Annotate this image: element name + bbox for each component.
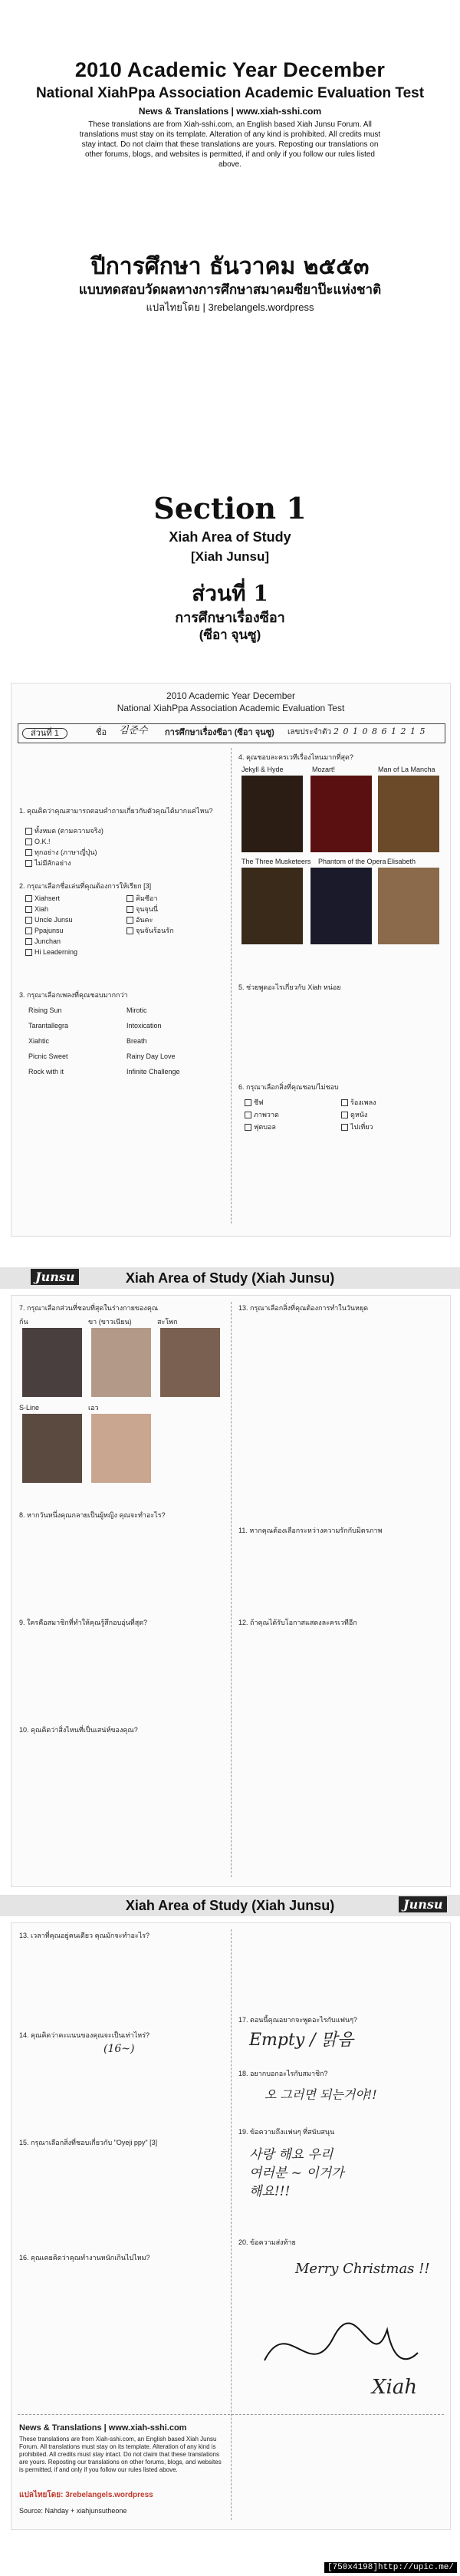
q9-text: 9. ใครคือสมาชิกที่ทำให้คุณรู้สึกอบอุ่นที่สุด? [19, 1619, 148, 1626]
q3-right-option: Breath [127, 1037, 147, 1045]
q2-option: Ppajunsu [25, 926, 64, 935]
q2-option: Hi Leaderning [25, 947, 77, 957]
thai-title: ปีการศึกษา ธันวาคม ๒๕๕๓ [90, 253, 370, 280]
poster-image [242, 776, 303, 852]
q3-left-option: Tarantallegra [28, 1022, 69, 1029]
section-banner [0, 1895, 460, 1916]
q7-option: เอว [88, 1404, 99, 1412]
q4-option: Elisabeth [387, 858, 416, 865]
footer-notice: These translations are from Xiah-sshi.com, an English based Xiah Junsu Forum. All translations must stay on its template. Alteration of any kind is prohibited. All credits must stay intact. Do not claim that these translations are yours. Reposting our translations on other forums, blogs, and websites is permitted, if and only if you follow our rules listed above. [19, 2436, 222, 2473]
q3-right-option: Rainy Day Love [127, 1052, 176, 1060]
section-thai-area: การศึกษาเรื่องซีอา [175, 610, 285, 625]
banner-title: Xiah Area of Study (Xiah Junsu) [125, 1270, 335, 1286]
body-photo [160, 1328, 220, 1397]
q3-right-option: Infinite Challenge [127, 1068, 180, 1076]
part-label: ส่วนที่ 1 [22, 728, 67, 739]
q12-text: 12. ถ้าคุณได้รับโอกาสแสดงละครเวทีอีก [238, 1619, 357, 1626]
q18-text: 18. อยากบอกอะไรกับสมาชิก? [238, 2070, 328, 2077]
q4-option: Jekyll & Hyde [242, 766, 284, 773]
section-thai-title: ส่วนที่ 1 [192, 581, 268, 606]
section-area: Xiah Area of Study [169, 529, 291, 545]
q2-option: Uncle Junsu [25, 915, 73, 924]
q15-text: 15. กรุณาเลือกสิ่งที่ชอบเกี่ยวกับ "Oyeji ppy" [3] [19, 2139, 158, 2146]
column-divider [231, 1302, 232, 1877]
q1-text: 1. คุณคิดว่าคุณสามารถตอบคำถามเกี่ยวกับตัวคุณได้มากแค่ไหน? [19, 807, 213, 815]
thai-credit: แปลไทยโดย | 3rebelangels.wordpress [146, 301, 314, 313]
footer-source: Source: Nahday + xiahjunsutheone [19, 2507, 127, 2515]
q19-answer: 사랑 해요 우리 여러분 ~ 이거가 해요!!! [249, 2147, 344, 2199]
footer-credit: News & Translations | www.xiah-sshi.com [19, 2423, 187, 2433]
q10-long-text: 13. กรุณาเลือกสิ่งที่คุณต้องการทำในวันหยุด [238, 1304, 369, 1312]
sheet1-header-line1: 2010 Academic Year December [166, 690, 296, 701]
id-value: 2 0 1 0 8 6 1 2 1 5 [334, 726, 426, 736]
q5-text: 5. ช่วยพูดอะไรเกี่ยวกับ Xiah หน่อย [238, 983, 341, 991]
poster-image [310, 868, 372, 944]
poster-image [242, 868, 303, 944]
footer-thai-credit: แปลไทยโดย: 3rebelangels.wordpress [19, 2491, 153, 2499]
q3-text: 3. กรุณาเลือกเพลงที่คุณชอบมากกว่า [19, 991, 128, 999]
q6-option: ฟุตบอล [245, 1122, 276, 1132]
q3-right-option: Mirotic [127, 1006, 147, 1014]
q6-option: ดูหนัง [341, 1110, 367, 1119]
q2-option: คิมซีอา [127, 894, 158, 903]
name-value: 김준수 [119, 725, 148, 736]
q4-option: Man of La Mancha [378, 766, 435, 773]
junsu-tag: Junsu [31, 1269, 79, 1285]
poster-image [378, 868, 439, 944]
banner-title: Xiah Area of Study (Xiah Junsu) [125, 1898, 335, 1913]
q6-text: 6. กรุณาเลือกสิ่งที่คุณชอบ/ไม่ชอบ [238, 1083, 339, 1091]
section-name: [Xiah Junsu] [190, 549, 269, 564]
page-title: 2010 Academic Year December [74, 58, 386, 81]
q3-left-option: Rock with it [28, 1068, 64, 1076]
q2-text: 2. กรุณาเลือกชื่อเล่นที่คุณต้องการให้เรียก [3] [19, 882, 152, 890]
sheet1-header-line2: National XiahPpa Association Academic Evaluation Test [117, 703, 345, 713]
q11-text: 11. หากคุณต้องเลือกระหว่างความรักกับมิตรภาพ [238, 1527, 383, 1534]
section-thai-name: (ซีอา จุนซู) [199, 628, 261, 642]
column-divider [231, 1929, 232, 2520]
q4-option: The Three Musketeers [242, 858, 311, 865]
page-subtitle: National XiahPpa Association Academic Evaluation Test [35, 85, 425, 101]
answer-sheet-3 [11, 1922, 451, 2530]
q3-left-option: Rising Sun [28, 1006, 62, 1014]
q7-text: 7. กรุณาเลือกส่วนที่ชอบที่สุดในร่างกายของคุณ [19, 1304, 159, 1312]
q20-answer: Merry Christmas !! [295, 2261, 430, 2277]
junsu-tag: Junsu [399, 1896, 447, 1912]
q7-option: ก้น [19, 1318, 28, 1326]
section-title: Section 1 [153, 491, 307, 525]
answer-sheet-2 [11, 1295, 451, 1887]
q7-option: ขา (ขาวเนียน) [88, 1318, 132, 1326]
q6-option: ชีฟ [245, 1098, 263, 1107]
q14-text: 14. คุณคิดว่าคะแนนของคุณจะเป็นเท่าไหร่? [19, 2031, 150, 2039]
q14-answer: (16~) [104, 2043, 135, 2055]
poster-image [310, 776, 372, 852]
id-label: เลขประจำตัว [288, 728, 332, 736]
subject-label: การศึกษาเรื่องซีอา (ซีอา จุนซู) [165, 728, 274, 737]
watermark: [750x4198]http://upic.me/ [324, 2562, 457, 2573]
q1-option: O.K.! [25, 837, 51, 846]
thai-subtitle: แบบทดสอบวัดผลทางการศึกษาสมาคมซียาป๊ะแห่งชาติ [78, 282, 382, 297]
q1-option: ทุกอย่าง (ภาษาญี่ปุ่น) [25, 848, 97, 857]
q6-option: ร้องเพลง [341, 1098, 376, 1107]
notice-text: These translations are from Xiah-sshi.com, an English based Xiah Junsu Forum. All translations must stay on its template. Alteration of any kind is prohibited. All credits must stay intact. Do not claim that these translations are yours. Reposting our translations on other forums, blogs, and websites is permitted, if and only if you follow our rules listed above. [79, 120, 381, 169]
q13-text: 13. เวลาที่คุณอยู่คนเดียว คุณมักจะทำอะไร? [19, 1932, 150, 1939]
q7-option: สะโพก [157, 1318, 178, 1326]
q3-right-option: Intoxication [127, 1022, 162, 1029]
q2-option: Junchan [25, 937, 61, 946]
q3-left-option: Picnic Sweet [28, 1052, 68, 1060]
q1-option: ทั้งหมด (ตามความจริง) [25, 826, 104, 835]
poster-image [378, 776, 439, 852]
q17-answer: Empty / 맑음 [249, 2031, 354, 2050]
q4-text: 4. คุณชอบละครเวทีเรื่องไหนมากที่สุด? [238, 753, 353, 761]
q19-text: 19. ข้อความถึงแฟนๆ ที่สนับสนุน [238, 2128, 335, 2136]
q6-option: ไปเที่ยว [341, 1122, 373, 1132]
q2-option: จุนจันร้อนรัก [127, 926, 174, 935]
body-photo [22, 1328, 82, 1397]
body-photo [91, 1328, 151, 1397]
body-photo [91, 1414, 151, 1483]
q2-option: อันคะ [127, 915, 153, 924]
q4-option: Phantom of the Opera [318, 858, 386, 865]
body-photo [22, 1414, 82, 1483]
footer-divider [18, 2414, 444, 2415]
credit-line: News & Translations | www.xiah-sshi.com [138, 106, 322, 117]
q2-option: จุนจุนนี่ [127, 904, 158, 914]
q16-text: 16. คุณเคยคิดว่าคุณทำงานหนักเกินไปไหม? [19, 2254, 150, 2261]
q2-option: Xiahsert [25, 894, 60, 903]
signature-text: Xiah [372, 2376, 418, 2399]
answer-sheet-1 [11, 683, 451, 1237]
q10-text: 10. คุณคิดว่าสิ่งไหนที่เป็นเสน่ห์ของคุณ? [19, 1726, 138, 1734]
column-divider [231, 748, 232, 1224]
q20-text: 20. ข้อความส่งท้าย [238, 2238, 296, 2246]
q2-option: Xiah [25, 904, 48, 914]
q8-text: 8. หากวันหนึ่งคุณกลายเป็นผู้หญิง คุณจะทำอะไร? [19, 1511, 166, 1519]
q7-option: S-Line [19, 1404, 40, 1412]
q4-option: Mozart! [312, 766, 336, 773]
q17-text: 17. ตอนนี้คุณอยากจะพูดอะไรกับแฟนๆ? [238, 2016, 357, 2024]
q18-answer: 오 그러면 되는거야!! [264, 2087, 377, 2102]
q1-option: ไม่มีสักอย่าง [25, 858, 71, 868]
q3-left-option: Xiahtic [28, 1037, 50, 1045]
q6-option: ภาพวาด [245, 1110, 279, 1119]
name-label: ชื่อ [96, 728, 107, 737]
